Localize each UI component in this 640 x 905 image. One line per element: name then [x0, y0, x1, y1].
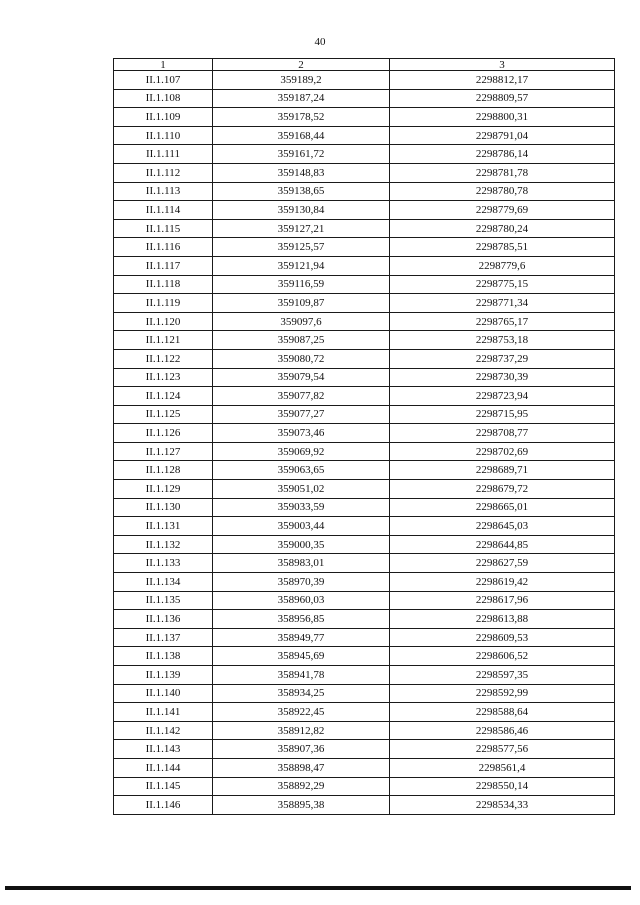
x-coordinate-cell: 359073,46 [213, 424, 390, 443]
x-coordinate-cell: 359077,27 [213, 405, 390, 424]
x-coordinate-cell: 358983,01 [213, 554, 390, 573]
table-row [114, 610, 615, 629]
table-row [114, 703, 615, 722]
table-row [114, 758, 615, 777]
y-coordinate-cell: 2298550,14 [390, 777, 615, 796]
x-coordinate-cell: 359097,6 [213, 312, 390, 331]
y-coordinate-cell: 2298779,6 [390, 256, 615, 275]
table-row [114, 312, 615, 331]
point-id-cell: II.1.137 [114, 628, 213, 647]
point-id-cell: II.1.117 [114, 256, 213, 275]
table-row [114, 145, 615, 164]
table-row [114, 535, 615, 554]
x-coordinate-cell: 358912,82 [213, 721, 390, 740]
point-id-cell: II.1.143 [114, 740, 213, 759]
y-coordinate-cell: 2298800,31 [390, 108, 615, 127]
y-coordinate-cell: 2298679,72 [390, 480, 615, 499]
point-id-cell: II.1.126 [114, 424, 213, 443]
x-coordinate-cell: 358907,36 [213, 740, 390, 759]
y-coordinate-cell: 2298809,57 [390, 89, 615, 108]
y-coordinate-cell: 2298730,39 [390, 368, 615, 387]
table-row [114, 554, 615, 573]
table-row [114, 331, 615, 350]
y-coordinate-cell: 2298613,88 [390, 610, 615, 629]
point-id-cell: II.1.121 [114, 331, 213, 350]
x-coordinate-cell: 358898,47 [213, 758, 390, 777]
point-id-cell: II.1.123 [114, 368, 213, 387]
x-coordinate-cell: 359138,65 [213, 182, 390, 201]
y-coordinate-cell: 2298644,85 [390, 535, 615, 554]
y-coordinate-cell: 2298609,53 [390, 628, 615, 647]
y-coordinate-cell: 2298597,35 [390, 666, 615, 685]
x-coordinate-cell: 359125,57 [213, 238, 390, 257]
x-coordinate-cell: 359069,92 [213, 442, 390, 461]
y-coordinate-cell: 2298617,96 [390, 591, 615, 610]
point-id-cell: II.1.107 [114, 71, 213, 90]
y-coordinate-cell: 2298771,34 [390, 294, 615, 313]
x-coordinate-cell: 359063,65 [213, 461, 390, 480]
point-id-cell: II.1.142 [114, 721, 213, 740]
x-coordinate-cell: 358960,03 [213, 591, 390, 610]
y-coordinate-cell: 2298627,59 [390, 554, 615, 573]
column-header-3: 3 [390, 59, 615, 71]
point-id-cell: II.1.136 [114, 610, 213, 629]
table-row [114, 424, 615, 443]
table-row [114, 201, 615, 220]
table-row [114, 405, 615, 424]
table-row [114, 647, 615, 666]
x-coordinate-cell: 359187,24 [213, 89, 390, 108]
x-coordinate-cell: 359051,02 [213, 480, 390, 499]
table-body [114, 71, 615, 815]
y-coordinate-cell: 2298645,03 [390, 517, 615, 536]
point-id-cell: II.1.144 [114, 758, 213, 777]
x-coordinate-cell: 359080,72 [213, 349, 390, 368]
point-id-cell: II.1.112 [114, 163, 213, 182]
y-coordinate-cell: 2298780,24 [390, 219, 615, 238]
point-id-cell: II.1.139 [114, 666, 213, 685]
table-row [114, 71, 615, 90]
x-coordinate-cell: 359087,25 [213, 331, 390, 350]
y-coordinate-cell: 2298619,42 [390, 573, 615, 592]
table-row [114, 591, 615, 610]
y-coordinate-cell: 2298577,56 [390, 740, 615, 759]
y-coordinate-cell: 2298765,17 [390, 312, 615, 331]
y-coordinate-cell: 2298708,77 [390, 424, 615, 443]
x-coordinate-cell: 359178,52 [213, 108, 390, 127]
point-id-cell: II.1.116 [114, 238, 213, 257]
x-coordinate-cell: 358892,29 [213, 777, 390, 796]
point-id-cell: II.1.135 [114, 591, 213, 610]
x-coordinate-cell: 359000,35 [213, 535, 390, 554]
table-row [114, 163, 615, 182]
point-id-cell: II.1.119 [114, 294, 213, 313]
table-row [114, 480, 615, 499]
table-row [114, 182, 615, 201]
page-number: 40 [314, 36, 326, 48]
point-id-cell: II.1.145 [114, 777, 213, 796]
y-coordinate-cell: 2298812,17 [390, 71, 615, 90]
table-row [114, 628, 615, 647]
table-row [114, 219, 615, 238]
table-row [114, 294, 615, 313]
x-coordinate-cell: 359189,2 [213, 71, 390, 90]
table-row [114, 442, 615, 461]
x-coordinate-cell: 359161,72 [213, 145, 390, 164]
point-id-cell: II.1.128 [114, 461, 213, 480]
header-row [114, 59, 615, 71]
table-row [114, 777, 615, 796]
point-id-cell: II.1.115 [114, 219, 213, 238]
y-coordinate-cell: 2298781,78 [390, 163, 615, 182]
table-row [114, 461, 615, 480]
table-row [114, 387, 615, 406]
table-row [114, 108, 615, 127]
y-coordinate-cell: 2298715,95 [390, 405, 615, 424]
y-coordinate-cell: 2298723,94 [390, 387, 615, 406]
table-row [114, 684, 615, 703]
y-coordinate-cell: 2298786,14 [390, 145, 615, 164]
table-row [114, 796, 615, 815]
x-coordinate-cell: 359077,82 [213, 387, 390, 406]
y-coordinate-cell: 2298791,04 [390, 126, 615, 145]
table-row [114, 721, 615, 740]
y-coordinate-cell: 2298775,15 [390, 275, 615, 294]
y-coordinate-cell: 2298561,4 [390, 758, 615, 777]
x-coordinate-cell: 359003,44 [213, 517, 390, 536]
bottom-rule [5, 886, 631, 890]
point-id-cell: II.1.141 [114, 703, 213, 722]
table-row [114, 275, 615, 294]
point-id-cell: II.1.113 [114, 182, 213, 201]
y-coordinate-cell: 2298689,71 [390, 461, 615, 480]
y-coordinate-cell: 2298780,78 [390, 182, 615, 201]
x-coordinate-cell: 358941,78 [213, 666, 390, 685]
table-row [114, 238, 615, 257]
x-coordinate-cell: 359148,83 [213, 163, 390, 182]
table-header [114, 59, 615, 71]
table-row [114, 573, 615, 592]
y-coordinate-cell: 2298702,69 [390, 442, 615, 461]
point-id-cell: II.1.109 [114, 108, 213, 127]
table-row [114, 256, 615, 275]
y-coordinate-cell: 2298665,01 [390, 498, 615, 517]
column-header-2: 2 [213, 59, 390, 71]
table-row [114, 126, 615, 145]
point-id-cell: II.1.133 [114, 554, 213, 573]
coordinates-table [113, 58, 615, 815]
y-coordinate-cell: 2298753,18 [390, 331, 615, 350]
y-coordinate-cell: 2298785,51 [390, 238, 615, 257]
point-id-cell: II.1.118 [114, 275, 213, 294]
point-id-cell: II.1.120 [114, 312, 213, 331]
x-coordinate-cell: 359130,84 [213, 201, 390, 220]
x-coordinate-cell: 358895,38 [213, 796, 390, 815]
point-id-cell: II.1.114 [114, 201, 213, 220]
table-row [114, 349, 615, 368]
x-coordinate-cell: 359033,59 [213, 498, 390, 517]
y-coordinate-cell: 2298779,69 [390, 201, 615, 220]
point-id-cell: II.1.125 [114, 405, 213, 424]
y-coordinate-cell: 2298534,33 [390, 796, 615, 815]
point-id-cell: II.1.132 [114, 535, 213, 554]
column-header-1: 1 [114, 59, 213, 71]
point-id-cell: II.1.134 [114, 573, 213, 592]
y-coordinate-cell: 2298586,46 [390, 721, 615, 740]
point-id-cell: II.1.131 [114, 517, 213, 536]
point-id-cell: II.1.111 [114, 145, 213, 164]
x-coordinate-cell: 359121,94 [213, 256, 390, 275]
x-coordinate-cell: 358949,77 [213, 628, 390, 647]
table-row [114, 517, 615, 536]
y-coordinate-cell: 2298588,64 [390, 703, 615, 722]
x-coordinate-cell: 358945,69 [213, 647, 390, 666]
point-id-cell: II.1.146 [114, 796, 213, 815]
y-coordinate-cell: 2298606,52 [390, 647, 615, 666]
x-coordinate-cell: 358934,25 [213, 684, 390, 703]
x-coordinate-cell: 358970,39 [213, 573, 390, 592]
point-id-cell: II.1.138 [114, 647, 213, 666]
x-coordinate-cell: 358956,85 [213, 610, 390, 629]
point-id-cell: II.1.130 [114, 498, 213, 517]
point-id-cell: II.1.140 [114, 684, 213, 703]
y-coordinate-cell: 2298592,99 [390, 684, 615, 703]
x-coordinate-cell: 358922,45 [213, 703, 390, 722]
table-row [114, 368, 615, 387]
table-row [114, 666, 615, 685]
table-row [114, 740, 615, 759]
point-id-cell: II.1.129 [114, 480, 213, 499]
x-coordinate-cell: 359079,54 [213, 368, 390, 387]
point-id-cell: II.1.108 [114, 89, 213, 108]
x-coordinate-cell: 359116,59 [213, 275, 390, 294]
y-coordinate-cell: 2298737,29 [390, 349, 615, 368]
point-id-cell: II.1.124 [114, 387, 213, 406]
point-id-cell: II.1.122 [114, 349, 213, 368]
table-row [114, 498, 615, 517]
table-row [114, 89, 615, 108]
x-coordinate-cell: 359127,21 [213, 219, 390, 238]
x-coordinate-cell: 359168,44 [213, 126, 390, 145]
x-coordinate-cell: 359109,87 [213, 294, 390, 313]
point-id-cell: II.1.127 [114, 442, 213, 461]
point-id-cell: II.1.110 [114, 126, 213, 145]
